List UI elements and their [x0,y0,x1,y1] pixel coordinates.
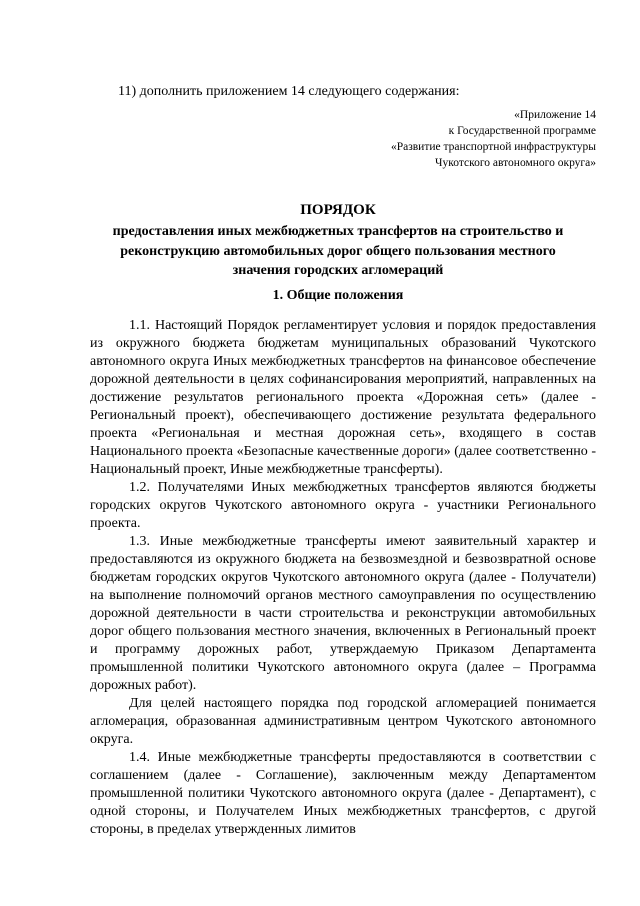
document-subtitle: предоставления иных межбюджетных трансфертов на строительство и реконструкцию автомобильных дорог общего пользования местного значения городских агломераций [112,224,564,278]
paragraph: Для целей настоящего порядка под городской агломерацией понимается агломерация, образованная административным центром Чукотского автономного округа. [90,696,596,747]
appendix-line: «Приложение 14 [514,109,596,121]
document-title-block [90,200,586,281]
paragraph: 1.1. Настоящий Порядок регламентирует условия и порядок предоставления из окружного бюджета бюджетам муниципальных образований Чукотского автономного округа Иных межбюджетных трансфертов на финансовое обеспечение дорожной деятельности в целях софинансирования мероприятий, направленных на достижение результатов регионального проекта «Дорожная сеть» (далее - Региональный проект), обеспечивающего достижение результата федерального проекта «Региональная и местная дорожная сеть», входящего в состав Национального проекта «Безопасные качественные дороги» (далее соответственно - Национальный проект, Иные межбюджетные трансферты). [90,318,596,477]
document-title: ПОРЯДОК [300,202,376,218]
appendix-line: Чукотского автономного округа» [435,157,596,169]
appendix-reference [256,107,596,171]
section-body [90,317,596,839]
appendix-line: «Развитие транспортной инфраструктуры [390,141,596,153]
paragraph: 1.4. Иные межбюджетные трансферты предоставляются в соответствии с соглашением (далее - Соглашение), заключенным между Департаментом промышленной политики Чукотского автономного округа (далее - Департамент), с одной стороны, и Получателем Иных межбюджетных трансфертов, с другой стороны, в пределах утвержденных лимитов [90,750,596,837]
paragraph: 1.2. Получателями Иных межбюджетных трансфертов являются бюджеты городских округов Чукотского автономного округа - участники Регионального проекта. [90,480,596,531]
paragraph: 1.3. Иные межбюджетные трансферты имеют заявительный характер и предоставляются из окружного бюджета на безвозмездной и безвозвратной основе бюджетам городских округов Чукотского автономного округа (далее - Получатели) на выполнение полномочий органов местного самоуправления по осуществлению дорожной деятельности в части строительства и реконструкции автомобильных дорог общего пользования местного значения, включенных в Региональный проект и программу дорожных работ, утверждаемую Приказом Департамента промышленной политики Чукотского автономного округа (далее – Программа дорожных работ). [90,534,596,693]
intro-line: 11) дополнить приложением 14 следующего содержания: [118,84,460,99]
appendix-line: к Государственной программе [448,125,596,137]
section-heading: 1. Общие положения [272,288,404,303]
